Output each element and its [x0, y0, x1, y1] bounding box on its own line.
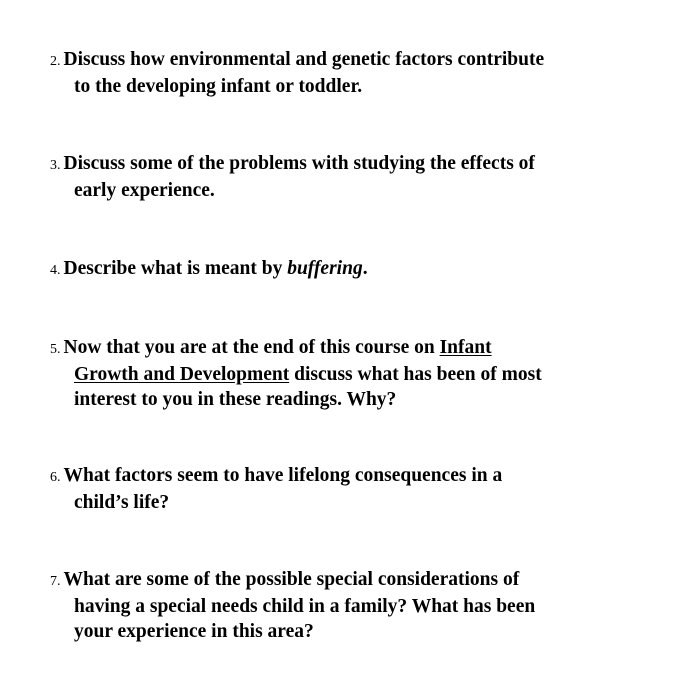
question-number: 7. — [50, 574, 61, 589]
question-number: 4. — [50, 263, 61, 278]
course-title: Growth and Development — [74, 364, 290, 385]
question-text: your experience in this area? — [74, 621, 314, 642]
question-text: to the developing infant or toddler. — [74, 76, 363, 97]
question-text: Describe what is meant by — [63, 258, 288, 279]
question-number: 3. — [50, 158, 61, 173]
question-number: 5. — [50, 342, 61, 357]
question-text: Discuss some of the problems with studying the effects of — [63, 153, 535, 174]
question-6 — [50, 463, 650, 515]
question-3 — [50, 151, 650, 203]
question-text: child’s life? — [74, 492, 170, 513]
question-text-end: . — [362, 258, 368, 279]
question-text: having a special needs child in a family? What has been — [74, 596, 536, 617]
question-text: early experience. — [74, 180, 215, 201]
course-title: Infant — [439, 337, 492, 358]
question-4 — [50, 256, 650, 283]
question-2 — [50, 47, 650, 99]
question-text: What factors seem to have lifelong consequences in a — [63, 465, 503, 486]
question-text: discuss what has been of most — [289, 364, 542, 385]
question-text: interest to you in these readings. Why? — [74, 389, 397, 410]
question-text: Now that you are at the end of this course on — [63, 337, 440, 358]
question-7 — [50, 567, 650, 644]
question-number: 2. — [50, 54, 61, 69]
emphasized-term: buffering — [287, 258, 363, 279]
question-text: Discuss how environmental and genetic factors contribute — [63, 49, 545, 70]
question-5 — [50, 335, 650, 412]
question-number: 6. — [50, 470, 61, 485]
question-text: What are some of the possible special considerations of — [63, 569, 520, 590]
